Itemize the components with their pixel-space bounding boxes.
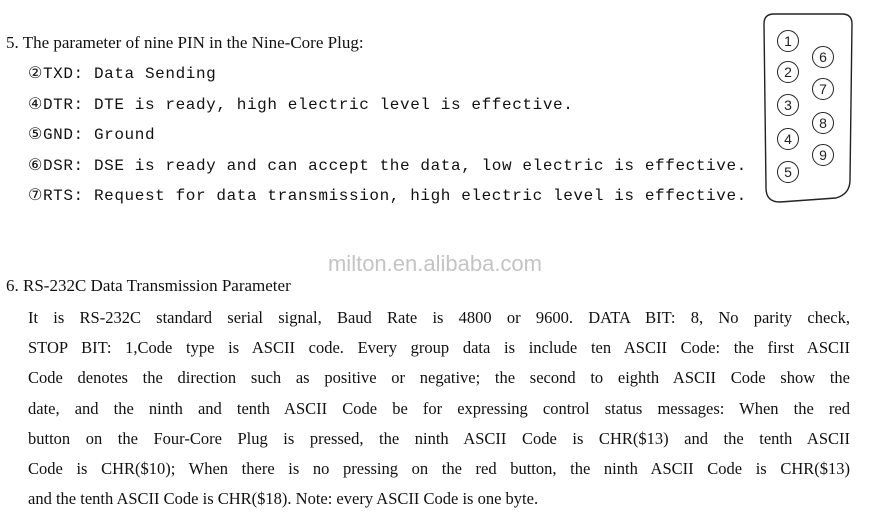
pin-2-icon [778, 62, 799, 83]
body-line: Code denotes the direction such as positive or negative; the second to eighth ASCII Code show the [28, 368, 850, 388]
body-line: date, and the ninth and tenth ASCII Code be for expressing control status messages: When the red [28, 398, 850, 418]
pin-row-rts: ⑦RTS: Request for data transmission, high electric level is effective. [28, 187, 747, 205]
svg-text:1: 1 [784, 33, 792, 49]
svg-text:5: 5 [784, 164, 792, 180]
body-line: button on the Four-Core Plug is pressed, the ninth ASCII Code is CHR($13) and the tenth ASCII [28, 428, 850, 448]
section-6-title: 6. RS-232C Data Transmission Parameter [6, 276, 291, 295]
body-line: Code is CHR($10); When there is no pressing on the red button, the ninth ASCII Code is CHR($13) [28, 458, 850, 478]
body-line: and the tenth ASCII Code is CHR($18). Note: every ASCII Code is one byte. [28, 489, 539, 509]
body-line: It is RS-232C standard serial signal, Baud Rate is 4800 or 9600. DATA BIT: 8, No parity check, [28, 308, 850, 327]
watermark: milton.en.alibaba.com [327, 251, 542, 276]
section-6-body [28, 306, 850, 517]
body-line: STOP BIT: 1,Code type is ASCII code. Every group data is include ten ASCII Code: the first ASCII [28, 338, 850, 358]
svg-text:9: 9 [819, 147, 827, 163]
pin-4-icon [778, 129, 799, 150]
pin-5-icon [778, 162, 799, 183]
svg-text:7: 7 [819, 81, 827, 97]
pin-row-dtr: ④DTR: DTE is ready, high electric level is effective. [28, 95, 574, 114]
pin-1-icon [778, 31, 799, 52]
nine-pin-plug-diagram [762, 12, 854, 204]
pin-9-icon [813, 145, 834, 166]
svg-text:8: 8 [819, 115, 827, 131]
svg-text:6: 6 [819, 49, 827, 65]
svg-text:2: 2 [784, 64, 792, 80]
svg-text:3: 3 [784, 97, 792, 113]
pin-7-icon [813, 79, 834, 100]
svg-text:4: 4 [784, 131, 792, 147]
pin-row-txd: ②TXD: Data Sending [28, 65, 217, 83]
pin-3-icon [778, 95, 799, 116]
pin-row-dsr: ⑥DSR: DSE is ready and can accept the data, low electric is effective. [28, 156, 747, 175]
pin-6-icon [813, 47, 834, 68]
pin-list [28, 62, 747, 215]
pin-row-gnd: ⑤GND: Ground [28, 126, 156, 144]
pin-8-icon [813, 113, 834, 134]
section-5-title: 5. The parameter of nine PIN in the Nine-Core Plug: [6, 33, 364, 52]
